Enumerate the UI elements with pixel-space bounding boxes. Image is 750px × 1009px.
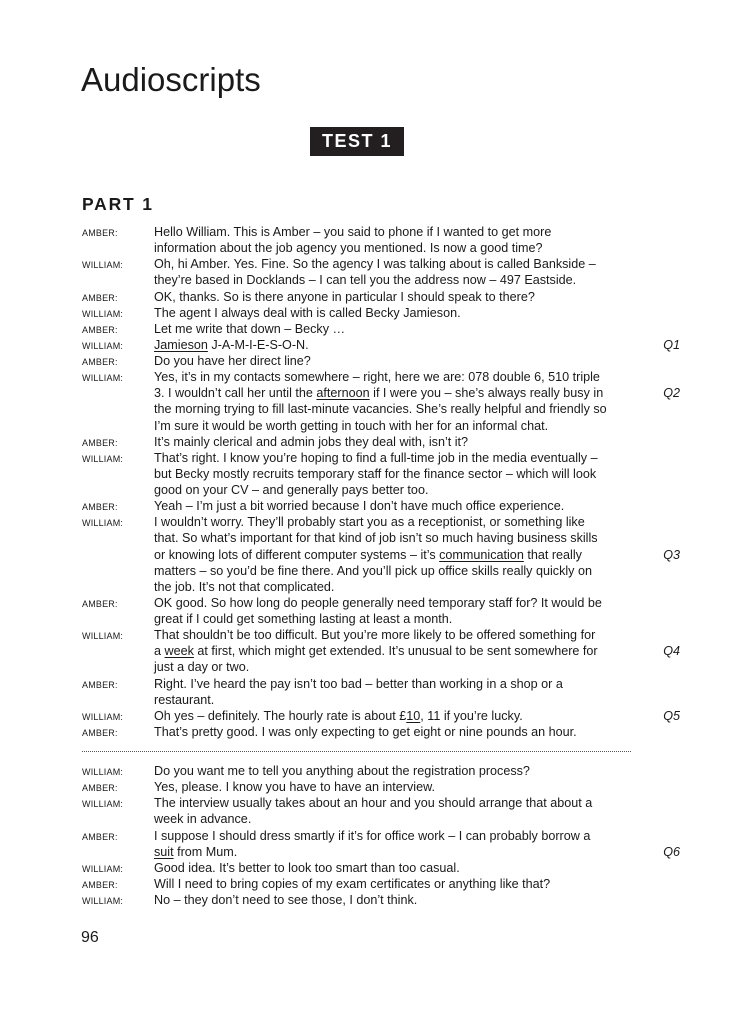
answer-underline: suit [154,844,174,859]
line-text [154,892,417,908]
page-title: Audioscripts [81,61,261,98]
line-text [154,659,249,675]
line-text [154,305,461,321]
transcript-line [82,595,682,611]
text-segment: I suppose I should dress smartly if it’s for office work – I can probably borrow a [154,828,591,843]
transcript-line [82,676,682,692]
text-segment: week in advance. [154,812,252,827]
line-text [154,256,596,272]
text-segment: J-A-M-I-E-S-O-N. [207,337,309,352]
line-text [154,779,435,795]
line-text [154,627,595,643]
text-segment: just a day or two. [154,660,250,675]
line-text [154,579,334,595]
line-text [154,643,598,659]
speaker-label: WILLIAM: [82,896,124,906]
line-text [154,876,550,892]
line-text [154,321,345,337]
line-text [154,369,600,385]
text-segment: they’re based in Docklands – I can tell you the address now – 497 Eastside. [154,273,577,288]
speaker-label: WILLIAM: [82,799,124,810]
text-segment: restaurant. [154,692,215,707]
text-segment: That’s pretty good. I was only expecting to get eight or nine pounds an hour. [154,724,577,739]
speaker-label: WILLIAM: [82,373,124,384]
text-segment: Yeah – I’m just a bit worried because I don’t have much office experience. [154,499,565,514]
answer-underline: communication [439,547,524,562]
speaker-label: AMBER: [82,727,118,738]
speaker-label: AMBER: [82,357,118,367]
answer-underline: afternoon [316,386,370,401]
speaker-label: WILLIAM: [82,308,124,319]
speaker-label: WILLIAM: [82,340,124,351]
line-text [154,828,590,844]
transcript-line [82,611,682,627]
text-segment: Right. I’ve heard the pay isn’t too bad – better than working in a shop or a [154,676,563,691]
text-segment: That’s right. I know you’re hoping to find a full-time job in the media eventually – [154,450,598,465]
transcript-line [82,289,682,305]
transcript-line [82,643,682,659]
transcript-line [82,385,682,401]
page-number: 96 [81,929,99,946]
text-segment: Hello William. This is Amber – you said to phone if I wanted to get more [154,225,552,239]
transcript-line [82,418,682,434]
text-segment: the job. It’s not that complicated. [154,579,335,594]
line-text [154,514,585,530]
speaker-label: AMBER: [82,502,118,513]
transcript-line [82,795,682,811]
line-text [154,795,592,811]
text-segment: That shouldn’t be too difficult. But you’re more likely to be offered something for [154,628,596,643]
speaker-label: WILLIAM: [82,260,124,271]
question-marker: Q4 [663,644,680,659]
transcript-line [82,724,682,740]
transcript-line [82,450,682,466]
transcript-line [82,692,682,708]
question-marker: Q2 [663,386,680,401]
speaker-label: AMBER: [82,598,118,609]
text-segment: great if I could get something lasting at least a month. [154,612,453,626]
text-segment: Do you want me to tell you anything about the registration process? [154,764,530,778]
speaker-label: WILLIAM: [82,453,124,464]
text-segment: that really [523,547,582,562]
line-text [154,272,576,288]
test-heading-badge: TEST 1 [310,127,404,156]
line-text [154,811,251,827]
line-text [154,844,237,860]
transcript-line [82,353,682,369]
text-segment: Do you have her direct line? [154,354,311,368]
speaker-label: WILLIAM: [82,767,124,777]
speaker-label: AMBER: [82,879,118,890]
text-segment: The interview usually takes about an hour and you should arrange that about a [154,796,593,811]
line-text [154,353,311,369]
transcript-line [82,779,682,795]
line-text [154,418,548,434]
line-text [154,708,523,724]
line-text [154,595,602,611]
transcript-line [82,337,682,353]
transcript-line [82,627,682,643]
transcript-line [82,498,682,514]
text-segment: at first, which might get extended. It’s unusual to be sent somewhere for [193,644,598,659]
text-segment: Will I need to bring copies of my exam certificates or anything like that? [154,876,551,891]
transcript-section-2 [82,763,682,908]
transcript-section-1 [82,224,682,740]
answer-underline: 10 [406,708,421,723]
transcript-line [82,305,682,321]
line-text [154,385,603,401]
transcript-line [82,530,682,546]
text-segment: It’s mainly clerical and admin jobs they deal with, isn’t it? [154,434,469,449]
transcript-line [82,563,682,579]
line-text [154,224,551,240]
transcript-line [82,892,682,908]
transcript-line [82,434,682,450]
transcript-line [82,482,682,498]
text-segment: or knowing lots of different computer systems – it’s [154,547,440,562]
question-marker: Q6 [663,844,680,859]
line-text [154,450,598,466]
line-text [154,289,535,305]
transcript-line [82,828,682,844]
text-segment: Let me write that down – Becky … [154,321,346,336]
answer-underline: Jamieson [154,337,208,352]
speaker-label: AMBER: [82,324,118,335]
line-text [154,434,468,450]
transcript-line [82,466,682,482]
text-segment: The agent I always deal with is called Becky Jamieson. [154,305,461,320]
line-text [154,692,214,708]
text-segment: , 11 if you’re lucky. [420,708,523,723]
transcript-line [82,547,682,563]
question-marker: Q1 [663,337,680,352]
question-marker: Q5 [663,708,680,723]
text-segment: Oh, hi Amber. Yes. Fine. So the agency I was talking about is called Bankside – [154,257,596,272]
transcript-line [82,224,682,240]
text-segment: Oh yes – definitely. The hourly rate is about £ [154,708,407,723]
text-segment: from Mum. [173,844,238,859]
line-text [154,401,607,417]
text-segment: Yes, please. I know you have to have an interview. [154,780,435,795]
transcript-line [82,579,682,595]
line-text [154,724,577,740]
text-segment: but Becky mostly recruits temporary staff for the finance sector – which will look [154,466,597,481]
transcript-line [82,876,682,892]
speaker-label: AMBER: [82,831,118,842]
text-segment: matters – so you’d be fine there. And you’ll pick up office skills really quickly on [154,563,592,578]
question-marker: Q3 [663,547,680,562]
text-segment: that. So what’s important for that kind of job isn’t so much having business skills [154,531,598,546]
transcript-line [82,844,682,860]
line-text [154,240,543,256]
text-segment: OK, thanks. So is there anyone in particular I should speak to there? [154,289,535,304]
text-segment: the morning trying to fill last-minute vacancies. She’s really helpful and friendly so [154,402,607,417]
text-segment: information about the job agency you mentioned. Is now a good time? [154,241,543,256]
line-text [154,563,592,579]
speaker-label: WILLIAM: [82,631,124,642]
section-divider [82,751,631,752]
transcript-line [82,659,682,675]
speaker-label: WILLIAM: [82,518,124,529]
line-text [154,763,530,779]
text-segment: No – they don’t need to see those, I don’t think. [154,893,418,907]
text-segment: good on your CV – and generally pays better too. [154,483,429,497]
speaker-label: AMBER: [82,679,118,690]
text-segment: Yes, it’s in my contacts somewhere – right, here we are: 078 double 6, 510 triple [154,370,600,385]
text-segment: I wouldn’t worry. They’ll probably start you as a receptionist, or something like [154,515,585,530]
transcript-line [82,514,682,530]
transcript-line [82,763,682,779]
text-segment: Good idea. It’s better to look too smart than too casual. [154,860,460,875]
line-text [154,547,582,563]
line-text [154,466,596,482]
line-text [154,482,428,498]
transcript-line [82,272,682,288]
speaker-label: AMBER: [82,228,118,238]
speaker-label: AMBER: [82,783,118,794]
speaker-label: WILLIAM: [82,863,124,874]
transcript-line [82,811,682,827]
speaker-label: AMBER: [82,292,118,303]
transcript-line [82,369,682,385]
speaker-label: WILLIAM: [82,711,124,722]
speaker-label: AMBER: [82,437,118,448]
line-text [154,530,598,546]
transcript-line [82,708,682,724]
text-segment: OK good. So how long do people generally need temporary staff for? It would be [154,595,602,610]
line-text [154,676,563,692]
text-segment: if I were you – she’s always really busy in [369,386,604,401]
line-text [154,860,460,876]
transcript-line [82,321,682,337]
transcript-line [82,240,682,256]
line-text [154,337,309,353]
text-segment: a [154,644,165,659]
transcript-line [82,401,682,417]
text-segment: 3. I wouldn’t call her until the [154,386,317,401]
answer-underline: week [164,644,194,659]
transcript-line [82,860,682,876]
line-text [154,611,452,627]
text-segment: I’m sure it would be worth getting in touch with her for an informal chat. [154,418,549,433]
line-text [154,498,564,514]
part-heading: PART 1 [82,194,154,214]
transcript-line [82,256,682,272]
